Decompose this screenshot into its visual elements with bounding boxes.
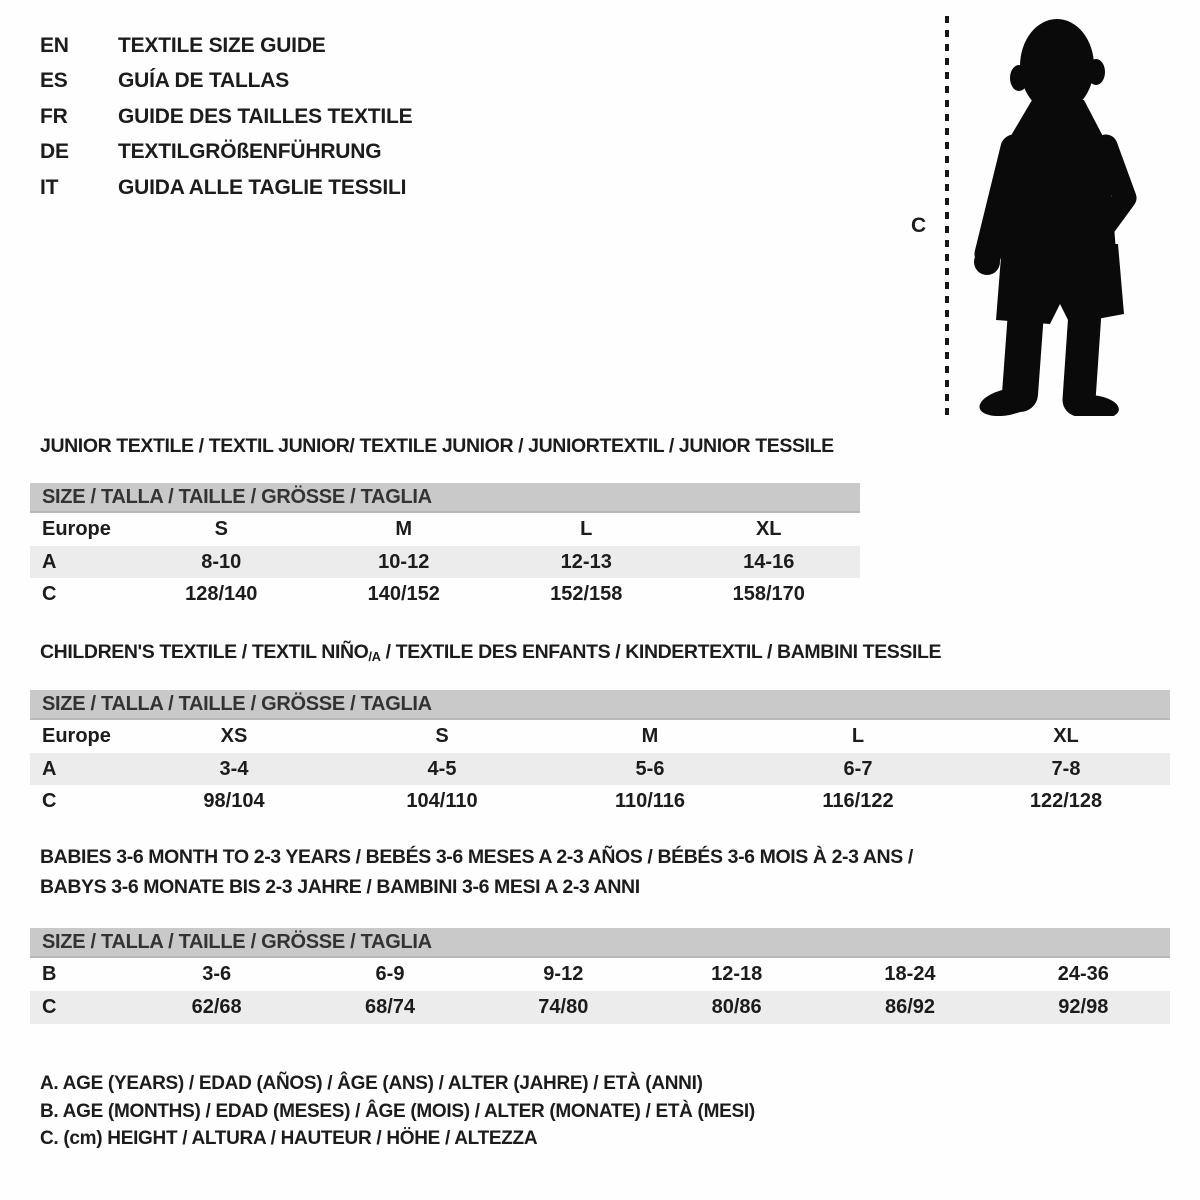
table-cell: XL	[755, 518, 782, 540]
table-cell: 140/152	[367, 583, 440, 605]
row-label: C	[42, 789, 57, 812]
table-cell: 6-7	[843, 757, 873, 780]
table-cell: 5-6	[635, 757, 665, 780]
row-label: B	[42, 963, 57, 985]
babies-title-line1: BABIES 3-6 MONTH TO 2-3 YEARS / BEBÉS 3-6 MESES A 2-3 AÑOS / BÉBÉS 3-6 MOIS À 2-3 ANS /	[40, 846, 913, 868]
guide-title-es: GUÍA DE TALLAS	[118, 69, 290, 93]
table-cell: 80/86	[711, 996, 762, 1018]
table-row-europe	[30, 720, 1170, 753]
table-cell: XL	[1053, 725, 1079, 747]
table-cell: 92/98	[1058, 996, 1109, 1018]
lang-code: ES	[40, 69, 68, 93]
table-cell: 122/128	[1029, 789, 1103, 812]
guide-title-it: GUIDA ALLE TAGLIE TESSILI	[118, 175, 407, 199]
table-cell: 74/80	[538, 996, 589, 1018]
lang-code: IT	[40, 175, 59, 199]
table-cell: 110/116	[614, 789, 686, 812]
children-section-title	[40, 640, 941, 666]
table-cell: 4-5	[427, 757, 457, 780]
table-cell: M	[395, 518, 413, 540]
table-cell: 3-4	[219, 757, 249, 780]
measure-legend	[40, 1070, 755, 1153]
table-cell: 10-12	[378, 550, 430, 573]
legend-line-b: B. AGE (MONTHS) / EDAD (MESES) / ÂGE (MOIS) / ALTER (MONATE) / ETÀ (MESI)	[40, 1100, 755, 1122]
row-label: Europe	[42, 518, 111, 540]
table-cell: 18-24	[884, 963, 936, 985]
table-cell: 152/158	[550, 583, 623, 605]
table-row-age-months	[30, 958, 1170, 991]
babies-table-header: SIZE / TALLA / TAILLE / GRÖSSE / TAGLIA	[30, 928, 1170, 958]
table-cell: 8-10	[201, 550, 242, 573]
table-cell: 9-12	[543, 963, 584, 985]
lang-code: FR	[40, 104, 68, 128]
row-label: C	[42, 996, 57, 1018]
children-title-sub: /A	[368, 649, 381, 664]
babies-title-line2: BABYS 3-6 MONATE BIS 2-3 JAHRE / BAMBINI 3-6 MESI A 2-3 ANNI	[40, 876, 640, 898]
table-cell: M	[641, 725, 659, 747]
language-title-list	[40, 28, 412, 206]
table-cell: 3-6	[202, 963, 232, 985]
children-size-table	[30, 690, 1170, 817]
table-cell: 14-16	[743, 550, 795, 573]
legend-line-c: C. (cm) HEIGHT / ALTURA / HAUTEUR / HÖHE / ALTEZZA	[40, 1128, 538, 1150]
height-measure-dashed-line	[945, 16, 949, 416]
children-title-pre: CHILDREN'S TEXTILE / TEXTIL NIÑO	[40, 641, 369, 663]
table-cell: 104/110	[406, 789, 478, 812]
table-row-height	[30, 785, 1170, 817]
table-cell: 158/170	[732, 583, 805, 605]
lang-row-en	[40, 28, 412, 64]
row-label: A	[42, 550, 57, 573]
row-label: Europe	[42, 725, 111, 747]
table-row-age	[30, 753, 1170, 785]
table-cell: XS	[220, 725, 248, 747]
table-cell: 98/104	[203, 789, 265, 812]
row-label: C	[42, 583, 57, 605]
junior-size-table	[30, 483, 860, 611]
table-cell: 7-8	[1051, 757, 1081, 780]
children-table-header: SIZE / TALLA / TAILLE / GRÖSSE / TAGLIA	[30, 690, 1170, 720]
table-cell: 24-36	[1057, 963, 1109, 985]
lang-row-es	[40, 64, 412, 100]
babies-section-title	[40, 842, 913, 902]
lang-row-fr	[40, 99, 412, 135]
table-cell: L	[851, 725, 865, 747]
lang-code: DE	[40, 140, 69, 164]
table-cell: 116/122	[822, 789, 894, 812]
table-cell: 62/68	[191, 996, 242, 1018]
junior-table-header: SIZE / TALLA / TAILLE / GRÖSSE / TAGLIA	[30, 483, 860, 513]
lang-row-de	[40, 135, 412, 171]
lang-row-it	[40, 170, 412, 206]
table-cell: 6-9	[375, 963, 405, 985]
table-cell: 68/74	[364, 996, 416, 1018]
toddler-silhouette-icon	[962, 14, 1138, 416]
table-cell: 12-18	[711, 963, 763, 985]
table-cell: S	[214, 518, 228, 540]
babies-size-table	[30, 928, 1170, 1024]
children-title-post: / TEXTILE DES ENFANTS / KINDERTEXTIL / BAMBINI TESSILE	[380, 641, 942, 663]
junior-section-title: JUNIOR TEXTILE / TEXTIL JUNIOR/ TEXTILE JUNIOR / JUNIORTEXTIL / JUNIOR TESSILE	[40, 435, 834, 457]
legend-line-a: A. AGE (YEARS) / EDAD (AÑOS) / ÂGE (ANS) / ALTER (JAHRE) / ETÀ (ANNI)	[40, 1073, 703, 1094]
guide-title-fr: GUIDE DES TAILLES TEXTILE	[118, 104, 413, 128]
table-row-height	[30, 578, 860, 611]
lang-code: EN	[40, 33, 69, 57]
table-cell: 128/140	[185, 583, 258, 605]
guide-title-de: TEXTILGRÖßENFÜHRUNG	[118, 140, 382, 164]
row-label: A	[42, 757, 57, 780]
table-cell: L	[580, 518, 593, 540]
table-row-age	[30, 546, 860, 578]
table-row-height	[30, 991, 1170, 1024]
table-row-europe	[30, 513, 860, 546]
table-cell: 12-13	[560, 550, 612, 573]
table-cell: S	[435, 725, 449, 747]
guide-title-en: TEXTILE SIZE GUIDE	[118, 33, 326, 57]
table-cell: 86/92	[884, 996, 936, 1018]
height-measure-label: C	[911, 214, 927, 237]
